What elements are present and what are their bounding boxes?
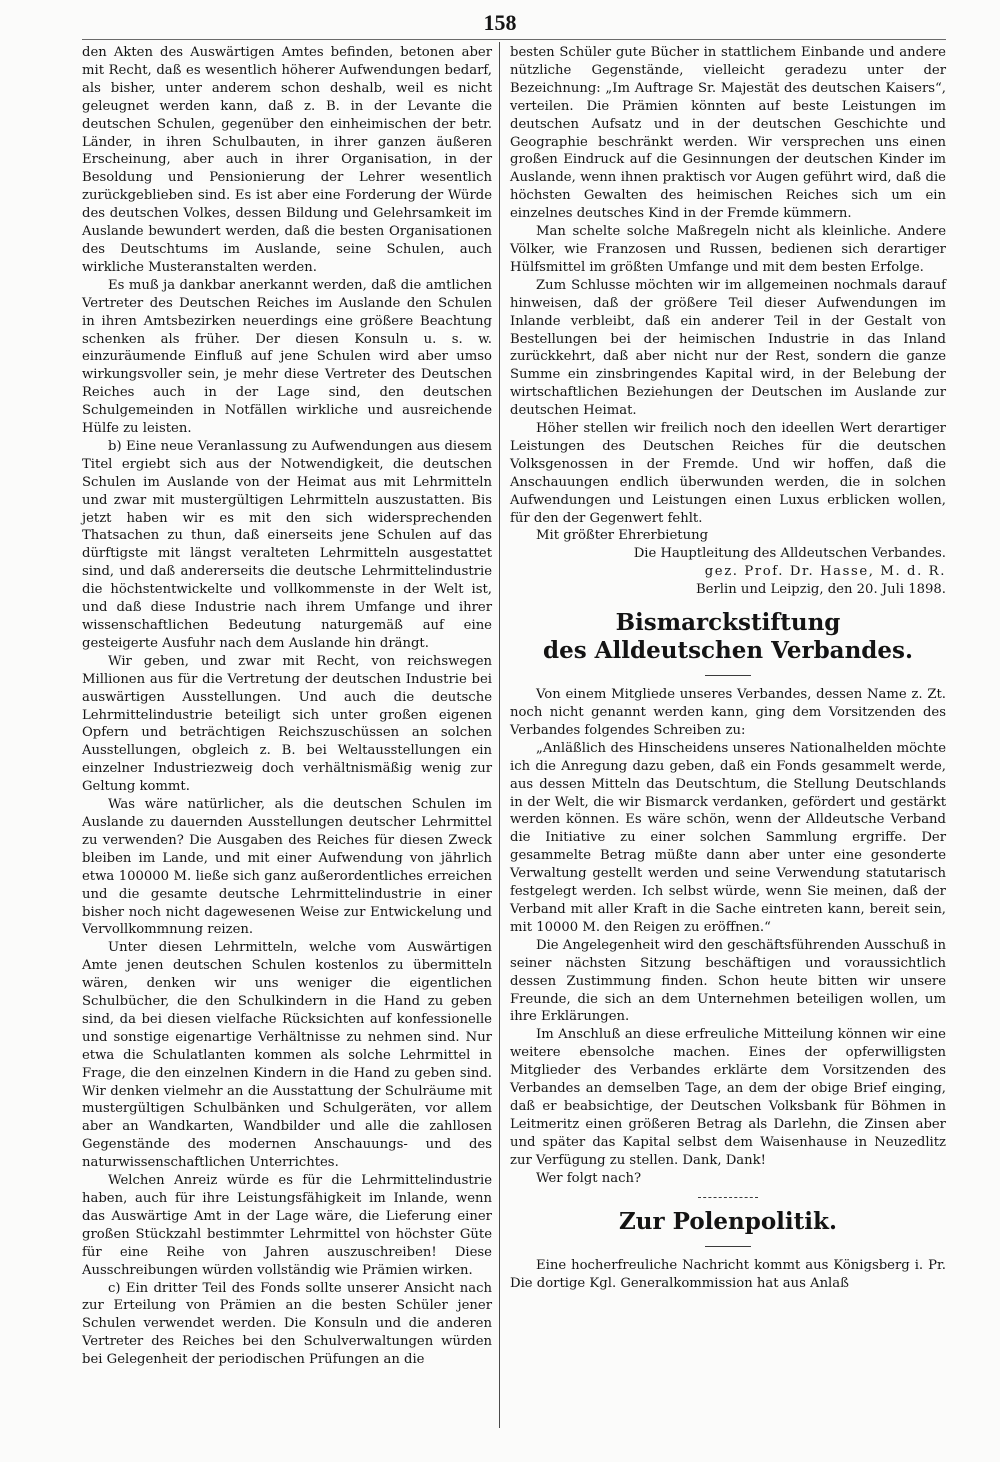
right-column (510, 44, 946, 1293)
paragraph: c) Ein dritter Teil des Fonds sollte unserer Ansicht nach zur Erteilung von Prämien an die besten Schüler jener Schulen verwendet werden. Die Konsuln und die anderen Vertreter des Reiches bei den Schulverwaltungen würden bei Gelegenheit der periodischen Prüfungen an die (82, 1280, 492, 1368)
section-divider (698, 1197, 758, 1198)
dateline: Berlin und Leipzig, den 20. Juli 1898. (695, 582, 946, 598)
paragraph: Die Angelegenheit wird den geschäftsführenden Ausschuß in seiner nächsten Sitzung beschäftigen und voraussichtlich dessen Zustimmung finden. Schon heute bitten wir unsere Freunde, die sich an dem Unternehmen beteiligen wollen, um ihre Erklärungen. (510, 937, 946, 1025)
paragraph: Welchen Anreiz würde es für die Lehrmittelindustrie haben, auch für ihre Leistungsfähigkeit im Inlande, wenn das Auswärtige Amt in der Lage wäre, die Lieferung einer großen Stückzahl bestimmter Lehrmittel von höchster Güte für eine Reihe von Jahren auszuschreiben! Diese Ausschreibungen würden vollständig wie Prämien wirken. (82, 1173, 492, 1278)
paragraph: b) Eine neue Veranlassung zu Aufwendungen aus diesem Titel ergiebt sich aus der Notwendigkeit, die deutschen Schulen im Auslande von der Heimat aus mit Lehrmitteln und zwar mit mustergültigen Lehrmitteln auszustatten. Bis jetzt haben wir es mit den sich widersprechenden Thatsachen zu thun, daß einerseits jene Schulen auf das dürftigste mit längst veralteten Lehrmitteln ausgestattet sind, und daß andererseits die deutsche Lehrmittelindustrie die höchstentwickelte und vollkommenste in der Welt ist, und daß diese Industrie nach ihrem Umfange und ihrer wissenschaftlichen Bedeutung naturgemäß auf eine gesteigerte Ausfuhr nach dem Auslande hin drängt. (82, 438, 492, 651)
section-divider (705, 1246, 751, 1247)
paragraph: Von einem Mitgliede unseres Verbandes, dessen Name z. Zt. noch nicht genannt werden kann, ging dem Vorsitzenden des Verbandes folgendes Schreiben zu: (510, 687, 946, 738)
heading-line: Bismarckstiftung (615, 609, 841, 637)
section-heading-polenpolitik: Zur Polenpolitik. (619, 1208, 837, 1236)
paragraph: besten Schüler gute Bücher in stattlichem Einbande und andere nützliche Gegenstände, vielleicht geradezu unter der Bezeichnung: „Im Auftrage Sr. Majestät des deutschen Kaisers“, verteilen. Die Prämien könnten auf beste Leistungen im deutschen Aufsatz und in der deutschen Geschichte und Geographie beschränkt werden. Wir versprechen uns einen großen Eindruck auf die Gesinnungen der deutschen Kinder im Auslande, wenn ihnen praktisch vor Augen geführt wird, daß die höchsten Gewalten des heimischen Reiches sich um ein einzelnes deutsches Kind in der Fremde kümmern. (510, 45, 946, 222)
section-divider (705, 675, 751, 676)
paragraph: Es muß ja dankbar anerkannt werden, daß die amtlichen Vertreter des Deutschen Reiches im Auslande den Schulen in ihren Amtsbezirken neuerdings eine größere Beachtung schenken als früher. Der diesen Konsuln u. s. w. einzuräumende Einfluß auf jene Schulen wird aber umso wirkungsvoller sein, je mehr diese Vertreter des Deutschen Reiches auch in der Lage sind, den deutschen Schulgemeinden in Notfällen wirkliche und ausreichende Hülfe zu leisten. (82, 277, 492, 437)
section-heading-bismarckstiftung (510, 609, 946, 665)
paragraph: Unter diesen Lehrmitteln, welche vom Auswärtigen Amte jenen deutschen Schulen kostenlos zu übermitteln wären, denken wir uns weniger die eigentlichen Schulbücher, die den Schulkindern in die Hand zu geben sind, da bei diesen vielfache Rücksichten auf konfessionelle und sonstige eigenartige Verhältnisse zu nehmen sind. Nur etwa die Schulatlanten kommen als solche Lehrmittel in Frage, die den einzelnen Kindern in die Hand zu geben sind. Wir denken vielmehr an die Ausstattung der Schulräume mit mustergültigen Schulbänken und Schulgeräten, vor allem aber an Wandkarten, Wandbilder und alle die zahllosen Gegenstände des modernen Anschauungs- und des naturwissenschaftlichen Unterrichtes. (82, 940, 492, 1171)
signature-line: Die Hauptleitung des Alldeutschen Verbandes. (633, 546, 946, 562)
paragraph: Höher stellen wir freilich noch den ideellen Wert derartiger Leistungen des Deutschen Reiches für die deutschen Volksgenossen in der Fremde. Und wir hoffen, daß die Anschauungen endlich überwunden werden, die in solchen Aufwendungen und Leistungen einen Luxus erblicken wollen, für den der Gegenwert fehlt. (510, 421, 946, 526)
column-divider (499, 42, 500, 1428)
closing-salutation: Mit größter Ehrerbietung (536, 528, 709, 544)
paragraph: Man schelte solche Maßregeln nicht als kleinliche. Andere Völker, wie Franzosen und Russen, bedienen sich derartiger Hülfsmittel im größten Umfange und mit dem besten Erfolge. (510, 224, 946, 275)
paragraph: Was wäre natürlicher, als die deutschen Schulen im Auslande zu dauernden Ausstellungen deutscher Lehrmittel zu verwenden? Die Ausgaben des Reiches für diesen Zweck bleiben im Lande, und mit einer Aufwendung von jährlich etwa 100000 M. ließe sich ganz außerordentliches erreichen und die gesamte deutsche Lehrmittelindustrie in einer bisher noch nicht dagewesenen Weise zur Entwickelung und Vervollkommnung reizen. (82, 797, 492, 938)
paragraph: Im Anschluß an diese erfreuliche Mitteilung können wir eine weitere ebensolche machen. Eines der opferwilligsten Mitglieder des Verbandes erklärte dem Vorsitzenden des Verbandes an demselben Tage, an dem der obige Brief einging, daß er beabsichtige, der Deutschen Volksbank für Böhmen in Leitmeritz einen größeren Betrag als Darlehn, die Zinsen aber und später das Kapital selbst dem Waisenhause in Neuzedlitz zur Verfügung zu stellen. Dank, Dank! (510, 1027, 946, 1168)
header-rule (82, 39, 946, 40)
left-column (82, 44, 492, 1369)
signature-line: gez. Prof. Dr. Hasse, M. d. R. (704, 564, 946, 580)
paragraph: Zum Schlusse möchten wir im allgemeinen nochmals darauf hinweisen, daß der größere Teil dieser Aufwendungen im Inlande verbleibt, daß ein anderer Teil in der Gestalt von Bestellungen bei der heimischen Industrie in das Inland zurückkehrt, daß aber nicht nur der Rest, sondern die ganze Summe ein zinsbringendes Kapital wird, in der Belebung der wirtschaftlichen Beziehungen der Deutschen im Auslande zur deutschen Heimat. (510, 277, 946, 419)
paragraph: Wer folgt nach? (536, 1170, 642, 1186)
paragraph: Eine hocherfreuliche Nachricht kommt aus Königsberg i. Pr. Die dortige Kgl. Generalkommission hat aus Anlaß (510, 1258, 946, 1292)
quoted-letter: „Anläßlich des Hinscheidens unseres Nationalhelden möchte ich die Anregung dazu geben, daß ein Fonds gesammelt werde, aus dessen Mitteln das Deutschtum, die Stellung Deutschlands in der Welt, die wir Bismarck verdanken, gefördert und gestärkt werden können. Es wäre schön, wenn der Alldeutsche Verband die Initiative zu einer solchen Sammlung ergriffe. Der gesammelte Betrag müßte dann aber unter eine gesonderte Verwaltung gestellt werden und seine Verwendung statutarisch festgelegt werden. Ich selbst würde, wenn Sie meinen, daß der Verband mit aller Kraft in die Sache eintreten kann, bereit sein, mit 10000 M. den Reigen zu eröffnen.“ (510, 740, 946, 935)
heading-line: des Alldeutschen Verbandes. (543, 637, 913, 665)
paragraph: den Akten des Auswärtigen Amtes befinden, betonen aber mit Recht, daß es wesentlich höherer Aufwendungen bedarf, als bisher, unter anderem schon deshalb, weil es nicht geleugnet werden kann, daß z. B. in der Levante die deutschen Schulen, gegenüber den einheimischen der betr. Länder, in ihren Schulbauten, in ihrer ganzen äußeren Erscheinung, aber auch in ihrer Organisation, in der Besoldung und Pensionierung der Lehrer wesentlich zurückgeblieben sind. Es ist aber eine Forderung der Würde des deutschen Volkes, dessen Bildung und Gelehrsamkeit im Auslande bewundert werden, daß die besten Organisationen des Deutschtums im Auslande, seine Schulen, auch wirkliche Musteranstalten werden. (82, 45, 492, 275)
page-number: 158 (483, 10, 517, 35)
paragraph: Wir geben, und zwar mit Recht, von reichswegen Millionen aus für die Vertretung der deutschen Industrie bei auswärtigen Ausstellungen. Und auch die deutsche Lehrmittelindustrie beteiligt sich unter großen eigenen Opfern und beträchtigen Reichszuschüssen an solchen Ausstellungen, obgleich z. B. bei Weltausstellungen ein einzelner Industriezweig doch verhältnismäßig wenig zur Geltung kommt. (82, 653, 492, 795)
